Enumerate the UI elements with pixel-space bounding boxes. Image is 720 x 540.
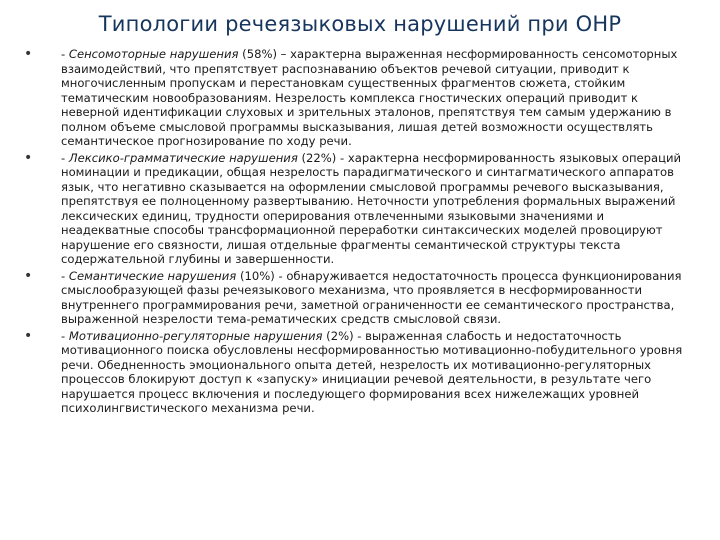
bullet-icon: •: [24, 327, 33, 344]
item-prefix: -: [61, 47, 69, 61]
item-prefix: -: [61, 150, 69, 165]
item-term: Лексико-грамматические нарушения: [68, 150, 298, 165]
item-term: Семантические нарушения: [68, 268, 237, 283]
item-prefix: -: [61, 328, 69, 343]
list-item: [24, 47, 694, 149]
item-text: (10%) - обнаруживается недостаточность процесса функционирования смыслообразующей фазы речеязыкового механизма, что проявляется в несформированности внутреннего программирования речи, заметной ограниченности ее семантического пространства, выраженной незрелости тема-рематических средств смысловой связи.: [61, 268, 682, 326]
item-prefix: -: [61, 268, 69, 283]
bullet-icon: •: [24, 267, 33, 284]
slide-title: Типологии речеязыковых нарушений при ОНР: [98, 12, 622, 36]
list-item: [24, 151, 694, 267]
list-item: [24, 269, 694, 327]
bullet-icon: •: [24, 149, 33, 166]
item-text: (22%) - характерна несформированность языковых операций номинации и предикации, общая незрелость парадигматического и синтагматического аппаратов язык, что негативно сказывается на оформлении смысловой программы речевого высказывания, препятствуя ее полноценному развертыванию. Неточности употребления формальных выражений лексических единиц, трудности оперирования отвлеченными языковыми значениями и неадекватные способы трансформационной переработки синтаксических моделей провоцируют нарушение его связности, лишая отдельные фрагменты семантической структуры текста содержательной глубины и завершенности.: [61, 150, 682, 266]
bullet-icon: •: [24, 46, 33, 62]
list-item: [24, 329, 694, 416]
item-term: Мотивационно-регуляторные нарушения: [68, 328, 323, 343]
item-term: Сенсомоторные нарушения: [68, 47, 239, 61]
item-text: (58%) – характерна выраженная несформированность сенсомоторных взаимодействий, что препятствует распознаванию объектов речевой ситуации, приводит к многочисленным пропускам и перестановкам существенных фрагментов сюжета, стойким тематическим новообразованиям. Незрелость комплекса гностических операций приводит к неверной идентификации слуховых и зрительных эталонов, препятствуя тем самым удержанию в полном объеме смысловой программы высказывания, лишая детей возможности осуществлять семантическое прогнозирование по ходу речи.: [61, 47, 678, 148]
item-text: (2%) - выраженная слабость и недостаточность мотивационного поиска обусловлены несформированностью мотивационно-побудительного уровня речи. Обедненность эмоционального опыта детей, незрелость их мотивационно-регуляторных процессов блокируют доступ к «запуску» инициации речевой деятельности, в результате чего нарушается процесс включения и последующего формирования всех нижележащих уровней психолингвистического механизма речи.: [61, 328, 683, 415]
bullet-list: [24, 47, 694, 418]
